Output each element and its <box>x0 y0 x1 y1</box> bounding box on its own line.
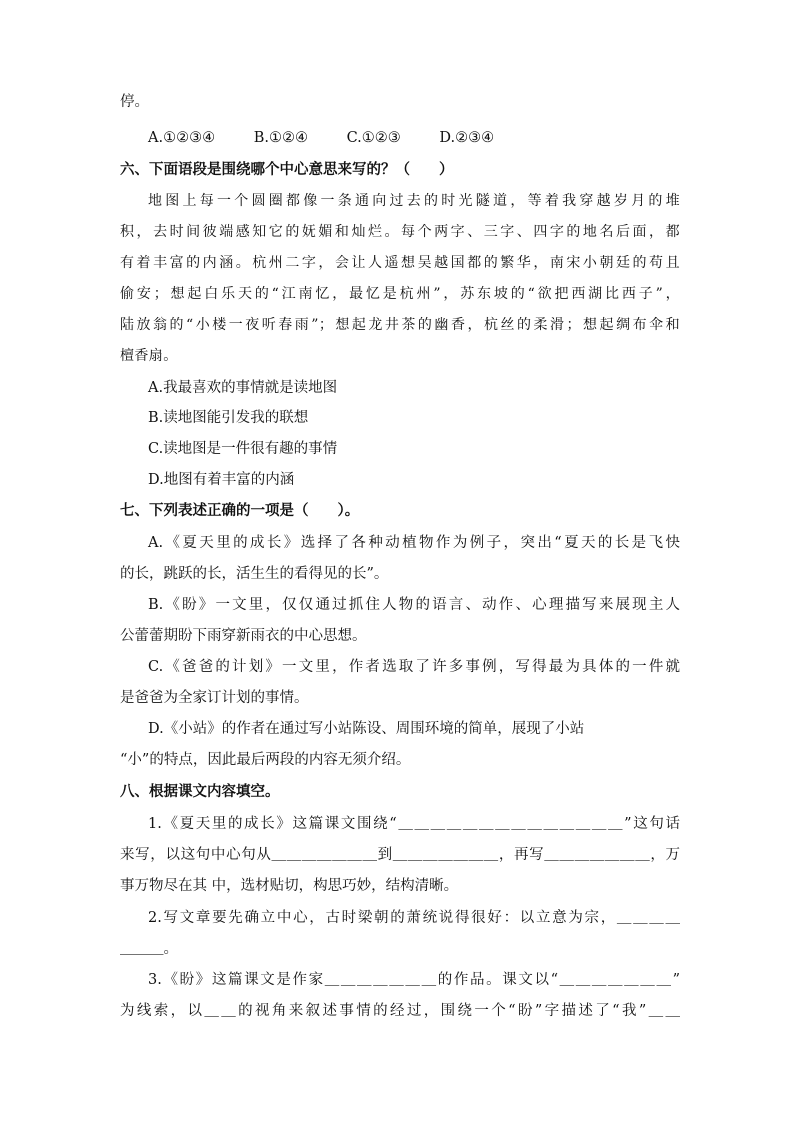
q6-passage-line: 地图上每一个圆圈都像一条通向过去的时光隧道，等着我穿越岁月的堆 <box>148 193 680 209</box>
q6-passage-line: 偷安；想起白乐天的“江南忆，最忆是杭州”，苏东坡的“欲把西湖比西子”， <box>120 286 680 302</box>
q5-option-a: A.①②③④ <box>148 130 216 146</box>
q7-title: 七、下列表述正确的一项是（ ）。 <box>120 503 360 519</box>
q8-item1-line1: 1.《夏天里的成长》这篇课文围绕“＿＿＿＿＿＿＿＿＿＿＿＿＿＿”这句话 <box>148 816 680 832</box>
q6-option-c: C.读地图是一件很有趣的事情 <box>148 441 338 457</box>
q5-option-b: B.①②④ <box>253 130 308 146</box>
q8-item2-line2: ＿＿＿。 <box>120 941 178 957</box>
q5-option-d: D.②③④ <box>439 130 495 146</box>
q8-item3-line1: 3.《盼》这篇课文是作家＿＿＿＿＿＿＿的作品。课文以“＿＿＿＿＿＿＿” <box>148 972 680 988</box>
q6-title: 六、下面语段是围绕哪个中心意思来写的？（ ） <box>120 162 454 178</box>
q7-option-d-line2: “小”的特点，因此最后两段的内容无须介绍。 <box>120 752 411 768</box>
q6-option-a: A.我最喜欢的事情就是读地图 <box>148 380 338 396</box>
q5-options <box>148 128 680 148</box>
q7-option-d-line1: D.《小站》的作者在通过写小站陈设、周围环境的简单，展现了小站 <box>148 721 585 737</box>
q8-item2-line1: 2.写文章要先确立中心，古时梁朝的萧统说得很好：以立意为宗，＿＿＿＿ <box>148 910 680 926</box>
q7-option-b-line2: 公蕾蕾期盼下雨穿新雨衣的中心思想。 <box>120 628 367 644</box>
q8-title: 八、根据课文内容填空。 <box>120 784 280 800</box>
continuation-text: 停。 <box>120 94 149 110</box>
q6-passage-line: 陆放翁的“小楼一夜听春雨”；想起龙井茶的幽香，杭丝的柔滑；想起绸布伞和 <box>120 317 680 333</box>
q6-option-b: B.读地图能引发我的联想 <box>148 410 309 426</box>
q7-option-b-line1: B.《盼》一文里，仅仅通过抓住人物的语言、动作、心理描写来展现主人 <box>148 597 680 613</box>
q7-option-a-line2: 的长，跳跃的长，活生生的看得见的长”。 <box>120 566 389 582</box>
q5-option-c: C.①②③ <box>346 130 401 146</box>
q8-item3-line2: 为线索，以＿＿的视角来叙述事情的经过，围绕一个“盼”字描述了“我”＿＿ <box>120 1003 680 1019</box>
q6-passage-line: 有着丰富的内涵。杭州二字，会让人遥想吴越国都的繁华，南宋小朝廷的苟且 <box>120 255 680 271</box>
q6-passage-line: 积，去时间彼端感知它的妩媚和灿烂。每个两字、三字、四字的地名后面，都 <box>120 224 680 240</box>
q6-passage-line: 檀香扇。 <box>120 348 178 364</box>
q7-option-c-line1: C.《爸爸的计划》一文里，作者选取了许多事例，写得最为具体的一件就 <box>148 659 680 675</box>
q8-item1-line2: 来写，以这句中心句从＿＿＿＿＿＿＿到＿＿＿＿＿＿＿，再写＿＿＿＿＿＿＿，万 <box>120 847 680 863</box>
q7-option-c-line2: 是爸爸为全家订计划的事情。 <box>120 690 309 706</box>
q6-option-d: D.地图有着丰富的内涵 <box>148 472 295 488</box>
q8-item1-line3: 事万物尽在其 中，选材贴切，构思巧妙，结构清晰。 <box>120 878 459 894</box>
q7-option-a-line1: A.《夏天里的成长》选择了各种动植物作为例子，突出“夏天的长是飞快 <box>148 535 680 551</box>
